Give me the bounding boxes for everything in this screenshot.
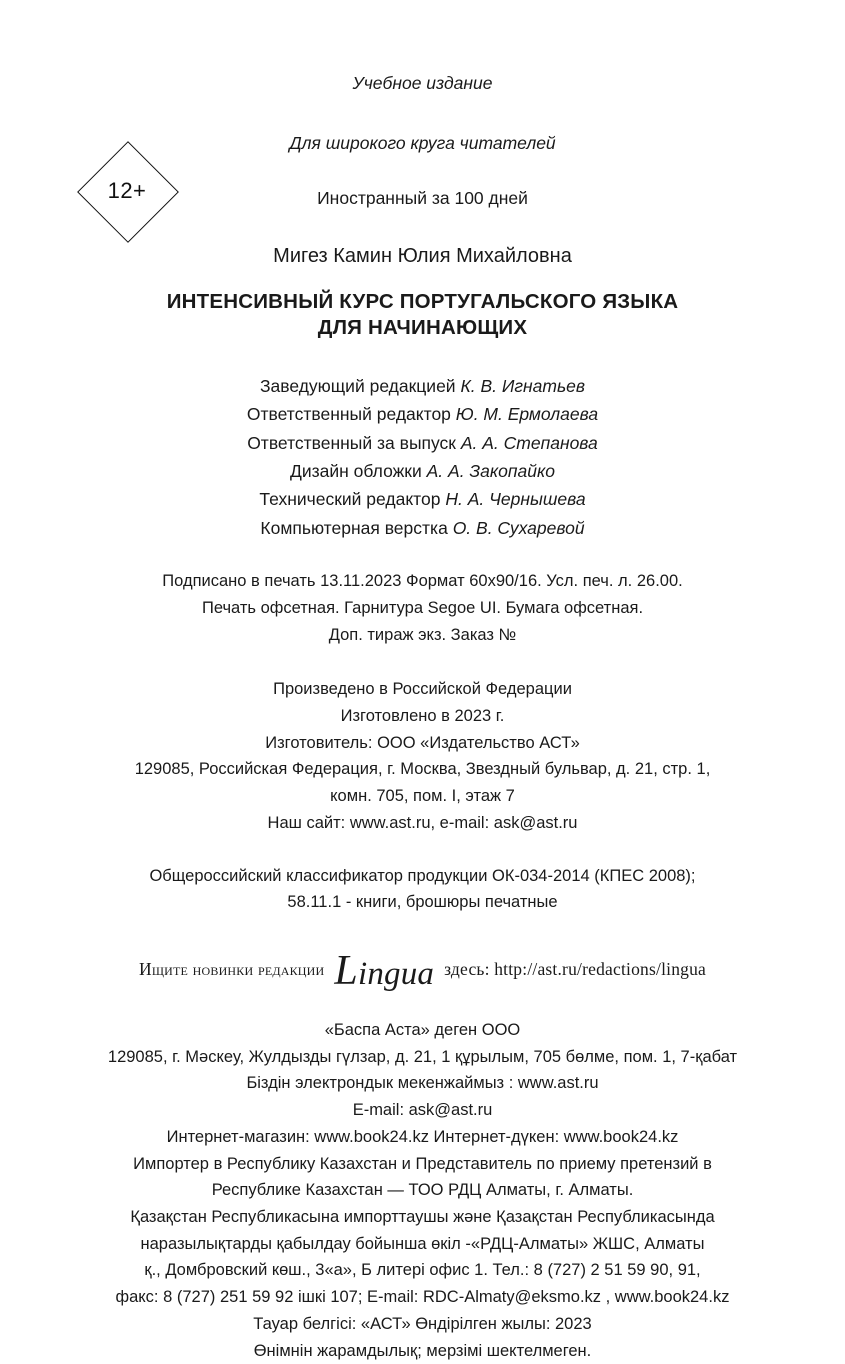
imprint-line: Наш сайт: www.ast.ru, e-mail: ask@ast.ru [267, 813, 578, 832]
book-title-line-1: ИНТЕНСИВНЫЙ КУРС ПОРТУГАЛЬСКОГО ЯЗЫКА [166, 289, 679, 313]
kz-line: Интернет-магазин: www.book24.kz Интернет-дүкен: www.book24.kz [166, 1127, 679, 1146]
kz-line: наразылықтарды қабылдау бойынша өкіл -«РДЦ-Алматы» ЖШС, Алматы [140, 1234, 705, 1253]
series-kind: Учебное издание [352, 73, 493, 93]
lingua-prefix-text: Ищите новинки редакции [138, 959, 325, 979]
credit-name: К. В. Игнатьев [460, 376, 586, 397]
kz-line: E-mail: ask@ast.ru [352, 1101, 493, 1120]
kz-line: Біздін электрондык мекенжаймыз : www.ast.ru [246, 1074, 599, 1093]
imprint-line: Изготовлено в 2023 г. [340, 706, 505, 725]
kz-line: қ., Домбровский көш., 3«а», Б литері офис 1. Тел.: 8 (727) 2 51 59 90, 91, [144, 1261, 701, 1280]
classifier-line: Общероссийский классификатор продукции ОК-034-2014 (КПЕС 2008); [149, 866, 696, 885]
credit-row [60, 372, 785, 400]
credit-role: Ответственный редактор [246, 404, 451, 425]
print-info-block [60, 568, 785, 648]
imprint-line: Изготовитель: ООО «Издательство АСТ» [265, 733, 580, 752]
credit-name: Н. А. Чернышева [445, 489, 586, 510]
credit-row [60, 457, 785, 485]
credit-role: Ответственный за выпуск [247, 432, 456, 453]
print-info-line: Доп. тираж экз. Заказ № [328, 625, 517, 644]
credit-role: Заведующий редакцией [259, 376, 456, 397]
credit-row [60, 514, 785, 542]
credit-role: Технический редактор [259, 489, 441, 510]
kz-line: факс: 8 (727) 251 59 92 ішкі 107; E-mail: RDC-Almaty@eksmo.kz , www.book24.kz [115, 1288, 730, 1307]
author-name: Мигез Камин Юлия Михайловна [273, 244, 572, 267]
lingua-suffix-text: здесь: http://ast.ru/redactions/lingua [444, 959, 707, 979]
kz-line: Республике Казахстан — ТОО РДЦ Алматы, г. Алматы. [211, 1181, 634, 1200]
credit-name: А. А. Степанова [460, 432, 598, 453]
imprint-line: 129085, Российская Федерация, г. Москва, Звездный бульвар, д. 21, стр. 1, [134, 760, 711, 779]
lingua-logo: Lingua [334, 948, 435, 994]
imprint-line: Произведено в Российской Федерации [273, 680, 572, 699]
kz-line: Тауар белгісі: «АСТ» Өндірілген жылы: 2023 [253, 1314, 592, 1333]
print-info-line: Печать офсетная. Гарнитура Segoe UI. Бумага офсетная. [201, 598, 644, 617]
audience-line: Для широкого круга читателей [289, 133, 556, 154]
lingua-promo-row [60, 948, 785, 994]
classifier-line: 58.11.1 - книги, брошюры печатные [287, 893, 558, 912]
credit-row [60, 429, 785, 457]
kz-line: Қазақстан Республикасына импорттаушы және Қазақстан Республикасында [130, 1208, 715, 1227]
credit-name: А. А. Закопайко [426, 461, 555, 482]
age-rating-label: 12+ [107, 178, 147, 203]
book-title-line-2: ДЛЯ НАЧИНАЮЩИХ [317, 316, 528, 340]
publisher-imprint-block [60, 676, 785, 836]
credit-name: Ю. М. Ермолаева [455, 404, 599, 425]
kz-line: Импортер в Республику Казахстан и Представитель по приему претензий в [133, 1154, 712, 1173]
credit-row [60, 400, 785, 428]
kz-line: 129085, г. Мәскеу, Жулдызды гүлзар, д. 21, 1 құрылым, 705 бөлме, пом. 1, 7-қабат [107, 1047, 738, 1066]
product-classifier-block [60, 863, 785, 916]
credit-row [60, 485, 785, 513]
kz-line: Өнімнін жарамдылық; мерзімі шектелмеген. [253, 1341, 592, 1360]
print-info-line: Подписано в печать 13.11.2023 Формат 60х90/16. Усл. печ. л. 26.00. [162, 572, 683, 591]
imprint-line: комн. 705, пом. I, этаж 7 [330, 787, 515, 806]
credits-list [60, 372, 785, 542]
credit-name: О. В. Сухаревой [452, 517, 585, 538]
credit-role: Дизайн обложки [290, 461, 422, 482]
series-name: Иностранный за 100 дней [317, 187, 528, 208]
credit-role: Компьютерная верстка [260, 517, 448, 538]
age-rating-badge [78, 142, 176, 240]
kz-line: «Баспа Аста» деген ООО [324, 1021, 521, 1039]
